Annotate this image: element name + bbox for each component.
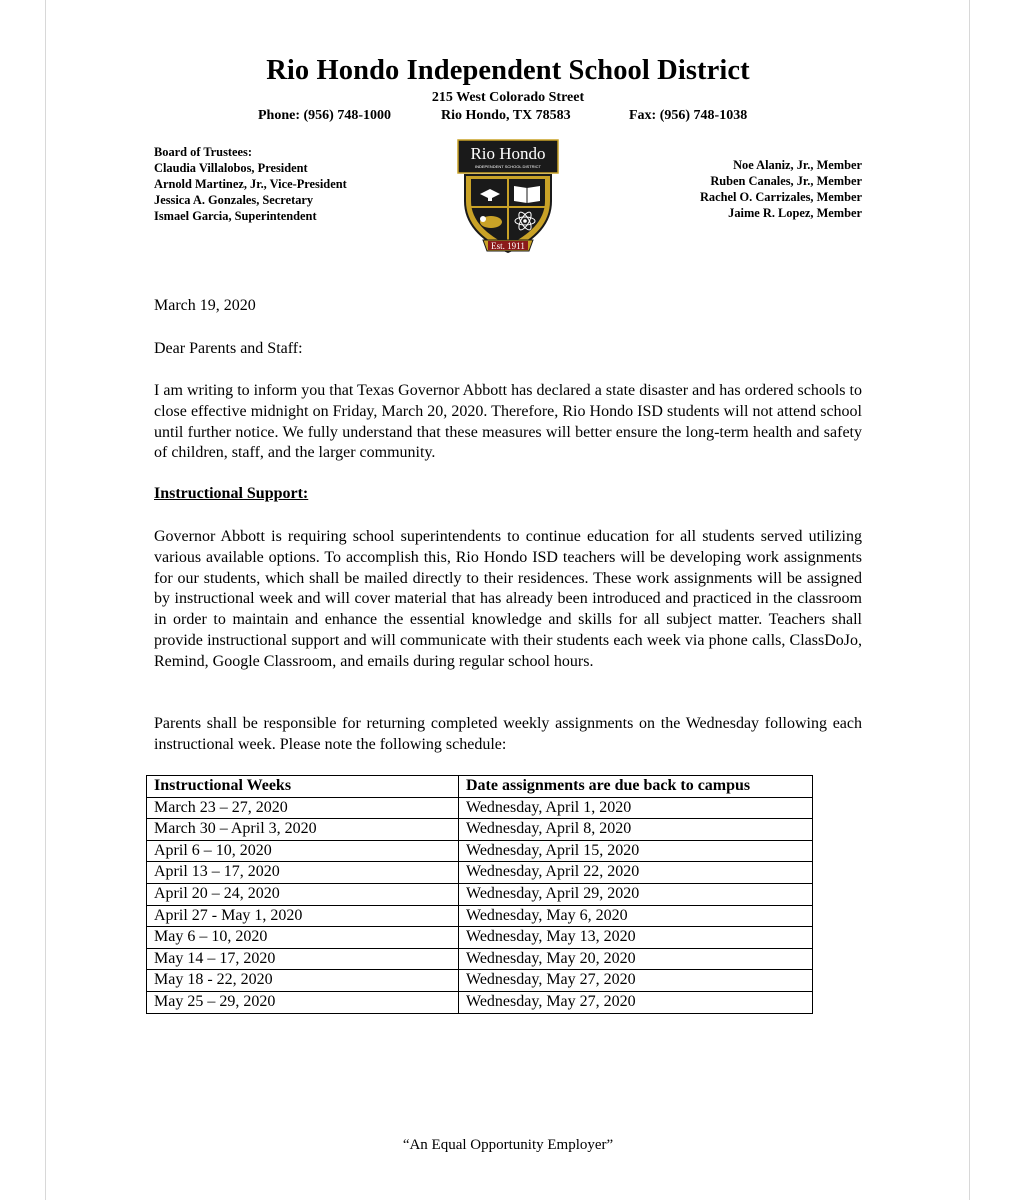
letter-date: March 19, 2020 <box>154 297 256 314</box>
instructional-week-cell: April 20 – 24, 2020 <box>147 883 459 905</box>
paragraph-return-schedule: Parents shall be responsible for returning completed weekly assignments on the Wednesday following each instructional week. Please note the following schedule: <box>154 715 862 753</box>
fax-number: Fax: (956) 748-1038 <box>629 108 748 123</box>
street-address: 215 West Colorado Street <box>431 90 585 105</box>
paragraph-instructional-support: Governor Abbott is requiring school superintendents to continue education for all students served utilizing various available options. To accomplish this, Rio Hondo ISD teachers will be developing work assignments for our students, which shall be mailed directly to their residences. These work assignments will be assigned by instructional week and will cover material that has already been introduced and practiced in the classroom in order to maintain and enhance the essential knowledge and skills for all subject matter. Teachers shall provide instructional support and will communicate with their students each week via phone calls, ClassDoJo, Remind, Google Classroom, and emails during regular school hours. <box>154 528 862 670</box>
due-date-cell: Wednesday, May 6, 2020 <box>459 905 813 927</box>
board-member: Claudia Villalobos, President <box>154 160 308 175</box>
board-member: Jaime R. Lopez, Member <box>728 205 862 220</box>
table-row <box>147 883 813 905</box>
table-row <box>147 819 813 841</box>
due-date-cell: Wednesday, April 8, 2020 <box>459 819 813 841</box>
board-member: Arnold Martinez, Jr., Vice-President <box>154 176 347 191</box>
letter-greeting: Dear Parents and Staff: <box>154 340 303 357</box>
board-right-list <box>700 158 862 222</box>
due-date-cell: Wednesday, April 1, 2020 <box>459 797 813 819</box>
district-name: Rio Hondo Independent School District <box>266 55 750 86</box>
board-member: Noe Alaniz, Jr., Member <box>733 158 862 172</box>
due-date-cell: Wednesday, May 27, 2020 <box>459 970 813 992</box>
instructional-week-cell: May 6 – 10, 2020 <box>147 927 459 949</box>
board-member: Jessica A. Gonzales, Secretary <box>154 192 314 207</box>
instructional-week-cell: April 13 – 17, 2020 <box>147 862 459 884</box>
crest-title: Rio Hondo <box>470 144 546 163</box>
table-row <box>147 840 813 862</box>
assignment-schedule-table <box>146 775 813 1014</box>
table-header-row <box>147 776 813 798</box>
due-date-cell: Wednesday, April 15, 2020 <box>459 840 813 862</box>
board-left-list <box>154 145 347 225</box>
crest-subtitle: INDEPENDENT SCHOOL DISTRICT <box>474 164 542 169</box>
table-row <box>147 991 813 1013</box>
table-row <box>147 862 813 884</box>
district-crest-logo <box>455 139 561 255</box>
board-member: Rachel O. Carrizales, Member <box>699 189 862 204</box>
due-date-cell: Wednesday, May 20, 2020 <box>459 948 813 970</box>
section-heading: Instructional Support: <box>154 485 309 502</box>
board-member: Ruben Canales, Jr., Member <box>710 173 862 188</box>
city-state-zip: Rio Hondo, TX 78583 <box>441 108 571 123</box>
table-row <box>147 905 813 927</box>
phone-number: Phone: (956) 748-1000 <box>258 108 391 123</box>
instructional-week-cell: March 23 – 27, 2020 <box>147 797 459 819</box>
crest-est: Est. 1911 <box>491 241 525 251</box>
instructional-week-cell: May 14 – 17, 2020 <box>147 948 459 970</box>
table-row <box>147 970 813 992</box>
paragraph-closure-notice: I am writing to inform you that Texas Governor Abbott has declared a state disaster and has ordered schools to close effective midnight on Friday, March 20, 2020. Therefore, Rio Hondo ISD students will not attend school until further notice. We fully understand that these measures will better ensure the long-term health and safety of children, staff, and the larger community. <box>154 382 862 462</box>
instructional-week-cell: April 27 - May 1, 2020 <box>147 905 459 927</box>
board-member: Ismael Garcia, Superintendent <box>154 208 317 223</box>
column-header: Instructional Weeks <box>147 776 459 798</box>
instructional-week-cell: March 30 – April 3, 2020 <box>147 819 459 841</box>
instructional-week-cell: May 25 – 29, 2020 <box>147 991 459 1013</box>
table-row <box>147 948 813 970</box>
due-date-cell: Wednesday, May 13, 2020 <box>459 927 813 949</box>
due-date-cell: Wednesday, April 29, 2020 <box>459 883 813 905</box>
footer-tagline: “An Equal Opportunity Employer” <box>402 1137 614 1153</box>
due-date-cell: Wednesday, May 27, 2020 <box>459 991 813 1013</box>
instructional-week-cell: April 6 – 10, 2020 <box>147 840 459 862</box>
column-header: Date assignments are due back to campus <box>459 776 813 798</box>
board-heading: Board of Trustees: <box>154 145 252 159</box>
table-row <box>147 797 813 819</box>
due-date-cell: Wednesday, April 22, 2020 <box>459 862 813 884</box>
table-row <box>147 927 813 949</box>
instructional-week-cell: May 18 - 22, 2020 <box>147 970 459 992</box>
